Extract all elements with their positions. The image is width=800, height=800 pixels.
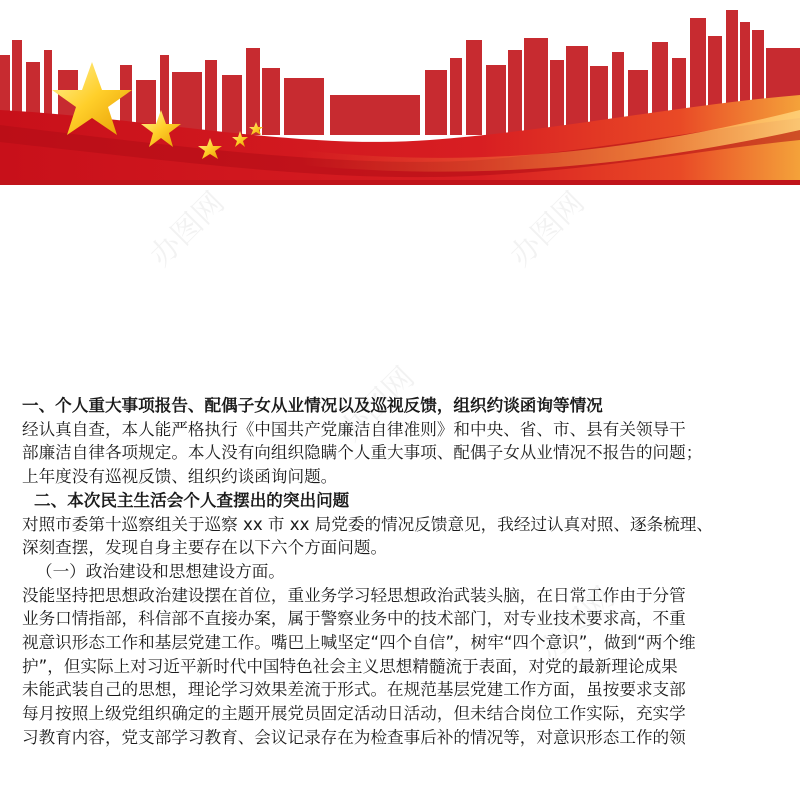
section-heading-2: 二、本次民主生活会个人查摆出的突出问题 <box>34 490 350 510</box>
paragraph-line: 上年度没有巡视反馈、组织约谈函询问题。 <box>22 467 338 487</box>
watermark: 办图网 <box>333 360 422 449</box>
paragraph-line: 部廉洁自律各项规定。本人没有向组织隐瞒个人重大事项、配偶子女从业情况不报告的问题； <box>22 443 703 463</box>
paragraph-line: 深刻查摆，发现自身主要存在以下六个方面问题。 <box>22 538 388 558</box>
header-banner-image <box>0 0 800 185</box>
watermark: 办图网 <box>533 580 622 669</box>
section-heading-1: 一、个人重大事项报告、配偶子女从业情况以及巡视反馈，组织约谈函询等情况 <box>22 396 603 415</box>
watermark: 办图网 <box>143 185 232 274</box>
paragraph-line: 护”，但实际上对习近平新时代中国特色社会主义思想精髓流于表面，对党的最新理论成果 <box>22 656 678 676</box>
subsection-heading: （一）政治建设和思想建设方面。 <box>36 561 285 581</box>
document-body <box>22 394 782 750</box>
paragraph-line: 业务口情指部，科信部不直接办案，属于警察业务中的技术部门，对专业技术要求高，不重 <box>22 609 686 629</box>
paragraph-line: 每月按照上级党组织确定的主题开展党员固定活动日活动，但未结合岗位工作实际，充实学 <box>22 704 686 724</box>
paragraph-line: 对照市委第十巡察组关于巡察 xx 市 xx 局党委的情况反馈意见，我经过认真对照、逐条梳理、 <box>22 514 713 534</box>
paragraph-line: 没能坚持把思想政治建设摆在首位，重业务学习轻思想政治武装头脑，在日常工作由于分管 <box>22 585 686 605</box>
paragraph-line: 经认真自查，本人能严格执行《中国共产党廉洁自律准则》和中央、省、市、县有关领导干 <box>22 419 686 439</box>
paragraph-line: 习教育内容，党支部学习教育、会议记录存在为检查事后补的情况等，对意识形态工作的领 <box>22 727 686 747</box>
watermark: 办图网 <box>503 185 592 274</box>
paragraph-line: 未能武装自己的思想，理论学习效果差流于形式。在规范基层党建工作方面，虽按要求支部 <box>22 680 686 700</box>
paragraph-line: 视意识形态工作和基层党建工作。嘴巴上喊坚定“四个自信”，树牢“四个意识”，做到“两个维 <box>22 633 696 653</box>
